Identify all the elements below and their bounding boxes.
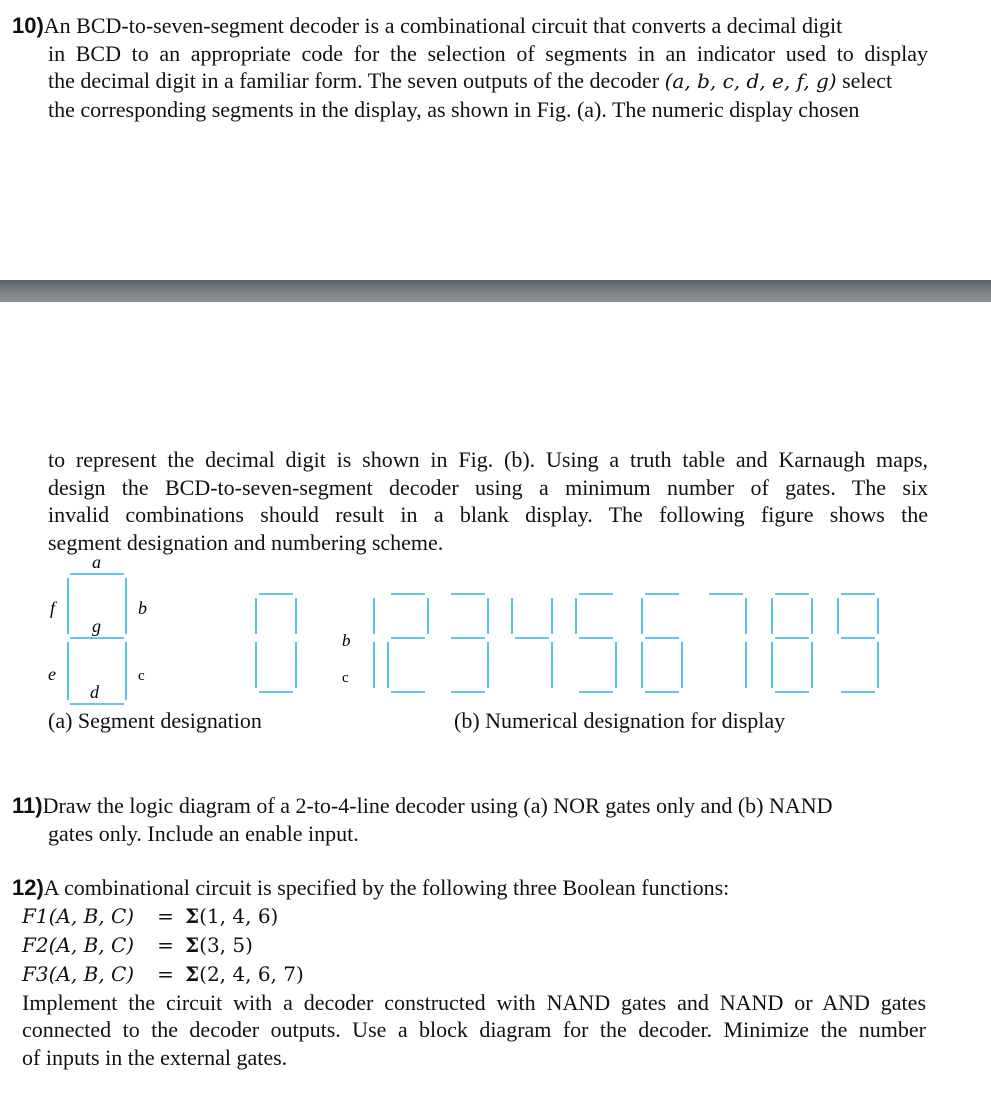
- q12-function-2: [22, 931, 932, 960]
- q10-line-1: [12, 12, 932, 40]
- q11-line-1-text: Draw the logic diagram of a 2-to-4-line decoder using (a) NOR gates only and (b) NAND: [42, 793, 833, 818]
- q10-line-3-text: the decimal digit in a familiar form. The seven outputs of the decoder: [48, 68, 660, 93]
- q12-number: 12): [12, 875, 44, 900]
- q11-block: [12, 792, 932, 847]
- caption-b: (b) Numerical designation for display: [454, 708, 786, 733]
- q10-line-2: in BCD to an appropriate code for the selection of segments in an indicator used to display: [48, 40, 928, 66]
- digit-1-label-c: c: [342, 670, 349, 686]
- q10-line-4: the corresponding segments in the display, as shown in Fig. (a). The numeric display chosen: [48, 96, 860, 122]
- q10-line-1-text: An BCD-to-seven-segment decoder is a combinational circuit that converts a decimal digit: [43, 13, 843, 38]
- q10-line-8: segment designation and numbering scheme.: [48, 529, 444, 555]
- q12-function-1: [22, 902, 932, 931]
- f2-eq: =: [157, 932, 174, 957]
- q10-outputs-math: (a, b, c, d, e, f, g): [664, 69, 837, 93]
- f3-terms: (2, 4, 6, 7): [199, 961, 304, 986]
- f2-lhs: F2(A, B, C): [22, 932, 135, 957]
- q11-number: 11): [12, 793, 43, 818]
- f2-sigma: Σ: [185, 932, 200, 957]
- q10-line-5: to represent the decimal digit is shown in Fig. (b). Using a truth table and Karnaugh maps,: [48, 447, 928, 472]
- q12-closing-2: connected to the decoder outputs. Use a block diagram for the decoder. Minimize the number: [22, 1017, 926, 1042]
- q12-closing: [22, 989, 926, 1072]
- q11-line-2: gates only. Include an enable input.: [48, 820, 359, 846]
- q12-closing-1: Implement the circuit with a decoder constructed with NAND gates and NAND or AND gates: [22, 989, 926, 1015]
- f3-eq: =: [157, 961, 174, 986]
- q12-function-3: [22, 960, 932, 989]
- q12-closing-3: of inputs in the external gates.: [22, 1044, 288, 1070]
- digit-1-label-b: b: [342, 631, 351, 650]
- label-b: b: [138, 598, 147, 618]
- f1-lhs: F1(A, B, C): [22, 903, 135, 928]
- q12-block: [12, 874, 932, 1071]
- page-separator-bar: [0, 280, 991, 302]
- label-e: e: [48, 664, 56, 684]
- f1-terms: (1, 4, 6): [199, 903, 279, 928]
- q10-line-3: [48, 67, 932, 96]
- label-a: a: [92, 552, 101, 572]
- label-g: g: [92, 616, 101, 636]
- q12-functions: [22, 902, 932, 989]
- f1-eq: =: [157, 903, 174, 928]
- segment-designation-figure: [30, 548, 170, 718]
- q11-line-1: [12, 792, 932, 820]
- label-d: d: [90, 682, 99, 702]
- f3-lhs: F3(A, B, C): [22, 961, 135, 986]
- q10-line-6: design the BCD-to-seven-segment decoder using a minimum number of gates. The six: [48, 474, 928, 500]
- q12-intro: A combinational circuit is specified by the following three Boolean functions:: [43, 875, 730, 900]
- q10-line-3-end: select: [842, 68, 893, 93]
- label-c: c: [138, 668, 145, 684]
- digit-display-figure: [250, 588, 966, 700]
- f1-sigma: Σ: [185, 903, 200, 928]
- q10-line-7: invalid combinations should result in a blank display. The following figure shows the: [48, 502, 928, 527]
- f2-terms: (3, 5): [199, 932, 253, 957]
- q10-text-bottom: [48, 446, 928, 556]
- q10-text-top: [12, 12, 932, 123]
- q10-number: 10): [12, 13, 44, 38]
- q12-intro-line: [12, 874, 932, 902]
- caption-a: (a) Segment designation: [48, 708, 262, 733]
- f3-sigma: Σ: [185, 961, 200, 986]
- label-f: f: [50, 598, 56, 618]
